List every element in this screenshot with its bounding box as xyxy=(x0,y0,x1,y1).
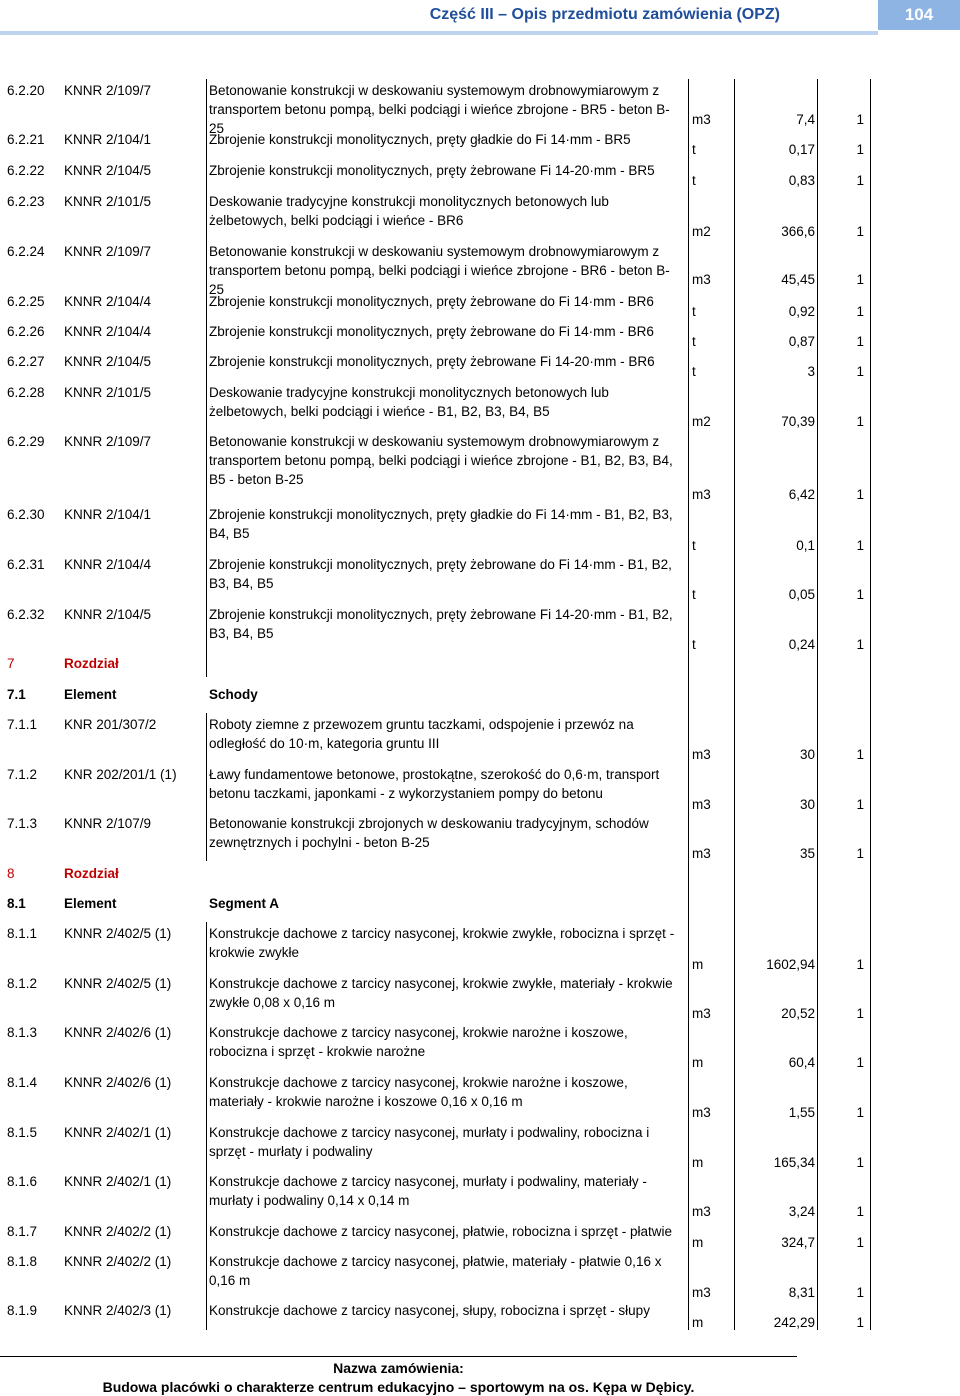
item-description: Betonowanie konstrukcji w deskowaniu systemowym drobnowymiarowym z transportem betonu pompą, belki podciągi i wieńce zbrojone - BR5 - beton B-25 xyxy=(209,83,670,136)
item-number: 6.2.26 xyxy=(7,324,45,339)
quantity-value: 1602,94 xyxy=(766,957,815,972)
document-title: Część III – Opis przedmiotu zamówienia (OPZ) xyxy=(429,6,780,23)
unit-label: m3 xyxy=(692,1204,711,1219)
item-code: KNNR 2/402/2 (1) xyxy=(64,1254,172,1269)
item-number: 8.1.1 xyxy=(7,926,38,941)
item-number: 6.2.28 xyxy=(7,385,45,400)
item-description: Konstrukcje dachowe z tarcicy nasyconej, krokwie zwykłe, robocizna i sprzęt - krokwie zwykłe xyxy=(209,926,675,960)
quantity-value: 8,31 xyxy=(788,1285,815,1300)
unit-label: m xyxy=(692,957,704,972)
unit-label: t xyxy=(692,587,696,602)
item-description: Roboty ziemne z przewozem gruntu taczkami, odspojenie i przewóz na odległość do 10·m, kategoria gruntu III xyxy=(209,717,634,751)
item-code: KNNR 2/104/1 xyxy=(64,132,152,147)
item-description: Zbrojenie konstrukcji monolitycznych, pręty żebrowane Fi 14-20·mm - BR5 xyxy=(209,163,655,178)
item-code: KNNR 2/402/3 (1) xyxy=(64,1303,172,1318)
multiplier-value: 1 xyxy=(856,1204,864,1219)
unit-label: m xyxy=(692,1315,704,1330)
item-number: 6.2.32 xyxy=(7,607,45,622)
item-code: KNNR 2/402/6 (1) xyxy=(64,1075,172,1090)
multiplier-value: 1 xyxy=(856,142,864,157)
item-number: 7.1 xyxy=(7,687,26,702)
item-code: KNNR 2/402/1 (1) xyxy=(64,1174,172,1189)
item-number: 6.2.22 xyxy=(7,163,45,178)
unit-label: m3 xyxy=(692,112,711,127)
multiplier-value: 1 xyxy=(856,747,864,762)
quantity-value: 0,24 xyxy=(788,637,815,652)
quantity-value: 0,92 xyxy=(788,304,815,319)
item-description: Segment A xyxy=(209,896,280,911)
multiplier-value: 1 xyxy=(856,334,864,349)
item-description: Zbrojenie konstrukcji monolitycznych, pręty gładkie do Fi 14·mm - BR5 xyxy=(209,132,631,147)
quantity-value: 7,4 xyxy=(796,112,815,127)
item-number: 6.2.29 xyxy=(7,434,45,449)
item-description: Betonowanie konstrukcji w deskowaniu systemowym drobnowymiarowym z transportem betonu pompą, belki podciągi i wieńce zbrojone - B1, B2, B3, B4, B5 - beton B-25 xyxy=(209,434,673,487)
column-divider xyxy=(870,79,871,1330)
quantity-value: 0,17 xyxy=(788,142,815,157)
item-code: KNNR 2/402/5 (1) xyxy=(64,926,172,941)
multiplier-value: 1 xyxy=(856,1315,864,1330)
quantity-value: 20,52 xyxy=(781,1006,815,1021)
multiplier-value: 1 xyxy=(856,112,864,127)
item-number: 8.1.4 xyxy=(7,1075,38,1090)
item-description: Zbrojenie konstrukcji monolitycznych, pręty żebrowane do Fi 14·mm - BR6 xyxy=(209,294,654,309)
quantity-value: 0,1 xyxy=(796,538,815,553)
multiplier-value: 1 xyxy=(856,797,864,812)
multiplier-value: 1 xyxy=(856,414,864,429)
item-number: 8 xyxy=(7,866,15,881)
multiplier-value: 1 xyxy=(856,538,864,553)
multiplier-value: 1 xyxy=(856,587,864,602)
item-number: 8.1.5 xyxy=(7,1125,38,1140)
item-number: 6.2.23 xyxy=(7,194,45,209)
unit-label: m3 xyxy=(692,1006,711,1021)
multiplier-value: 1 xyxy=(856,272,864,287)
quantity-value: 30 xyxy=(799,747,815,762)
multiplier-value: 1 xyxy=(856,1285,864,1300)
unit-label: m3 xyxy=(692,747,711,762)
quantity-value: 6,42 xyxy=(788,487,815,502)
unit-label: m2 xyxy=(692,414,711,429)
multiplier-value: 1 xyxy=(856,957,864,972)
item-number: 8.1.9 xyxy=(7,1303,38,1318)
item-code: KNNR 2/101/5 xyxy=(64,194,152,209)
item-code: Element xyxy=(64,896,117,911)
quantity-value: 0,87 xyxy=(788,334,815,349)
item-code: KNNR 2/402/5 (1) xyxy=(64,976,172,991)
column-divider xyxy=(817,79,818,1330)
multiplier-value: 1 xyxy=(856,173,864,188)
quantity-value: 1,55 xyxy=(788,1105,815,1120)
item-number: 6.2.20 xyxy=(7,83,45,98)
item-number: 6.2.30 xyxy=(7,507,45,522)
item-number: 7 xyxy=(7,656,15,671)
item-code: Rozdział xyxy=(64,866,119,881)
item-description: Betonowanie konstrukcji w deskowaniu systemowym drobnowymiarowym z transportem betonu pompą, belki podciągi i wieńce zbrojone - BR6 - beton B-25 xyxy=(209,244,670,297)
item-description: Ławy fundamentowe betonowe, prostokątne, szerokość do 0,6·m, transport betonu taczkami, japonkami - z wykorzystaniem pompy do betonu xyxy=(209,767,660,801)
item-number: 7.1.2 xyxy=(7,767,38,782)
item-code: Rozdział xyxy=(64,656,119,671)
item-code: KNNR 2/109/7 xyxy=(64,83,152,98)
unit-label: m3 xyxy=(692,846,711,861)
item-code: KNNR 2/104/5 xyxy=(64,163,152,178)
item-number: 8.1 xyxy=(7,896,26,911)
quantity-value: 0,05 xyxy=(788,587,815,602)
item-code: KNNR 2/109/7 xyxy=(64,244,152,259)
item-description: Zbrojenie konstrukcji monolitycznych, pręty żebrowane Fi 14-20·mm - B1, B2, B3, B4, B5 xyxy=(209,607,673,641)
item-number: 8.1.8 xyxy=(7,1254,38,1269)
quantity-value: 3 xyxy=(807,364,815,379)
multiplier-value: 1 xyxy=(856,637,864,652)
multiplier-value: 1 xyxy=(856,364,864,379)
item-code: KNNR 2/402/6 (1) xyxy=(64,1025,172,1040)
item-number: 8.1.7 xyxy=(7,1224,38,1239)
item-description: Konstrukcje dachowe z tarcicy nasyconej, murłaty i podwaliny, materiały - murłaty i podwaliny 0,14 x 0,14 m xyxy=(209,1174,647,1208)
item-description: Deskowanie tradycyjne konstrukcji monolitycznych betonowych lub żelbetowych, belki podciągi i wieńce - B1, B2, B3, B4, B5 xyxy=(209,385,609,419)
item-description: Zbrojenie konstrukcji monolitycznych, pręty żebrowane do Fi 14·mm - BR6 xyxy=(209,324,654,339)
item-number: 7.1.1 xyxy=(7,717,38,732)
unit-label: m xyxy=(692,1155,704,1170)
item-description: Konstrukcje dachowe z tarcicy nasyconej, słupy, robocizna i sprzęt - słupy xyxy=(209,1303,650,1318)
item-code: KNNR 2/109/7 xyxy=(64,434,152,449)
item-description: Zbrojenie konstrukcji monolitycznych, pręty żebrowane Fi 14-20·mm - BR6 xyxy=(209,354,655,369)
quantity-value: 30 xyxy=(799,797,815,812)
header-divider xyxy=(0,31,878,35)
item-number: 8.1.2 xyxy=(7,976,38,991)
item-code: KNR 201/307/2 xyxy=(64,717,157,732)
item-code: KNNR 2/107/9 xyxy=(64,816,152,831)
item-code: Element xyxy=(64,687,117,702)
item-number: 6.2.24 xyxy=(7,244,45,259)
footer-label: Nazwa zamówienia: xyxy=(333,1360,464,1376)
item-code: KNNR 2/104/4 xyxy=(64,557,152,572)
item-description: Schody xyxy=(209,687,258,702)
unit-label: m3 xyxy=(692,1105,711,1120)
multiplier-value: 1 xyxy=(856,487,864,502)
multiplier-value: 1 xyxy=(856,304,864,319)
unit-label: m xyxy=(692,1235,704,1250)
item-description: Zbrojenie konstrukcji monolitycznych, pręty żebrowane do Fi 14·mm - B1, B2, B3, B4, B5 xyxy=(209,557,672,591)
quantity-value: 165,34 xyxy=(773,1155,815,1170)
quantity-value: 0,83 xyxy=(788,173,815,188)
item-code: KNNR 2/402/2 (1) xyxy=(64,1224,172,1239)
quantity-value: 35 xyxy=(799,846,815,861)
item-code: KNNR 2/104/5 xyxy=(64,607,152,622)
item-description: Konstrukcje dachowe z tarcicy nasyconej, krokwie narożne i koszowe, materiały - krokwie narożne i koszowe 0,16 x 0,16 m xyxy=(209,1075,628,1109)
unit-label: t xyxy=(692,364,696,379)
quantity-value: 366,6 xyxy=(781,224,815,239)
unit-label: m3 xyxy=(692,487,711,502)
unit-label: t xyxy=(692,173,696,188)
multiplier-value: 1 xyxy=(856,1105,864,1120)
unit-label: t xyxy=(692,142,696,157)
item-description: Betonowanie konstrukcji zbrojonych w deskowaniu tradycyjnym, schodów zewnętrznych i pochylni - beton B-25 xyxy=(209,816,649,850)
quantity-value: 3,24 xyxy=(788,1204,815,1219)
unit-label: t xyxy=(692,334,696,349)
item-code: KNNR 2/104/4 xyxy=(64,294,152,309)
item-description: Konstrukcje dachowe z tarcicy nasyconej, krokwie narożne i koszowe, robocizna i sprzęt - krokwie narożne xyxy=(209,1025,628,1059)
unit-label: m3 xyxy=(692,272,711,287)
item-description: Zbrojenie konstrukcji monolitycznych, pręty gładkie do Fi 14·mm - B1, B2, B3, B4, B5 xyxy=(209,507,673,541)
item-number: 6.2.21 xyxy=(7,132,45,147)
column-divider xyxy=(206,713,207,861)
item-number: 7.1.3 xyxy=(7,816,38,831)
quantity-value: 60,4 xyxy=(788,1055,815,1070)
column-divider xyxy=(206,922,207,1330)
footer-divider xyxy=(0,1356,797,1357)
item-number: 6.2.31 xyxy=(7,557,45,572)
unit-label: t xyxy=(692,637,696,652)
column-divider xyxy=(206,79,207,677)
unit-label: m2 xyxy=(692,224,711,239)
item-description: Konstrukcje dachowe z tarcicy nasyconej, płatwie, materiały - płatwie 0,16 x 0,16 m xyxy=(209,1254,662,1288)
unit-label: t xyxy=(692,538,696,553)
multiplier-value: 1 xyxy=(856,1006,864,1021)
multiplier-value: 1 xyxy=(856,1235,864,1250)
item-code: KNNR 2/101/5 xyxy=(64,385,152,400)
item-code: KNNR 2/104/5 xyxy=(64,354,152,369)
item-code: KNNR 2/402/1 (1) xyxy=(64,1125,172,1140)
item-description: Deskowanie tradycyjne konstrukcji monolitycznych betonowych lub żelbetowych, belki podciągi i wieńce - BR6 xyxy=(209,194,609,228)
multiplier-value: 1 xyxy=(856,1155,864,1170)
unit-label: t xyxy=(692,304,696,319)
unit-label: m3 xyxy=(692,797,711,812)
item-code: KNNR 2/104/1 xyxy=(64,507,152,522)
multiplier-value: 1 xyxy=(856,224,864,239)
column-divider xyxy=(734,79,735,1330)
quantity-value: 324,7 xyxy=(781,1235,815,1250)
column-divider xyxy=(688,79,689,1330)
item-description: Konstrukcje dachowe z tarcicy nasyconej, krokwie zwykłe, materiały - krokwie zwykłe 0,08 x 0,16 m xyxy=(209,976,673,1010)
unit-label: m3 xyxy=(692,1285,711,1300)
quantity-value: 45,45 xyxy=(781,272,815,287)
quantity-value: 242,29 xyxy=(773,1315,815,1330)
item-code: KNNR 2/104/4 xyxy=(64,324,152,339)
item-number: 8.1.6 xyxy=(7,1174,38,1189)
item-description: Konstrukcje dachowe z tarcicy nasyconej, płatwie, robocizna i sprzęt - płatwie xyxy=(209,1224,672,1239)
page-number-badge: 104 xyxy=(878,0,960,30)
item-number: 6.2.25 xyxy=(7,294,45,309)
quantity-value: 70,39 xyxy=(781,414,815,429)
multiplier-value: 1 xyxy=(856,1055,864,1070)
item-number: 8.1.3 xyxy=(7,1025,38,1040)
item-description: Konstrukcje dachowe z tarcicy nasyconej, murłaty i podwaliny, robocizna i sprzęt - murłaty i podwaliny xyxy=(209,1125,650,1159)
item-code: KNR 202/201/1 (1) xyxy=(64,767,177,782)
unit-label: m xyxy=(692,1055,704,1070)
project-name: Budowa placówki o charakterze centrum edukacyjno – sportowym na os. Kępa w Dębicy. xyxy=(102,1379,695,1395)
multiplier-value: 1 xyxy=(856,846,864,861)
item-number: 6.2.27 xyxy=(7,354,45,369)
